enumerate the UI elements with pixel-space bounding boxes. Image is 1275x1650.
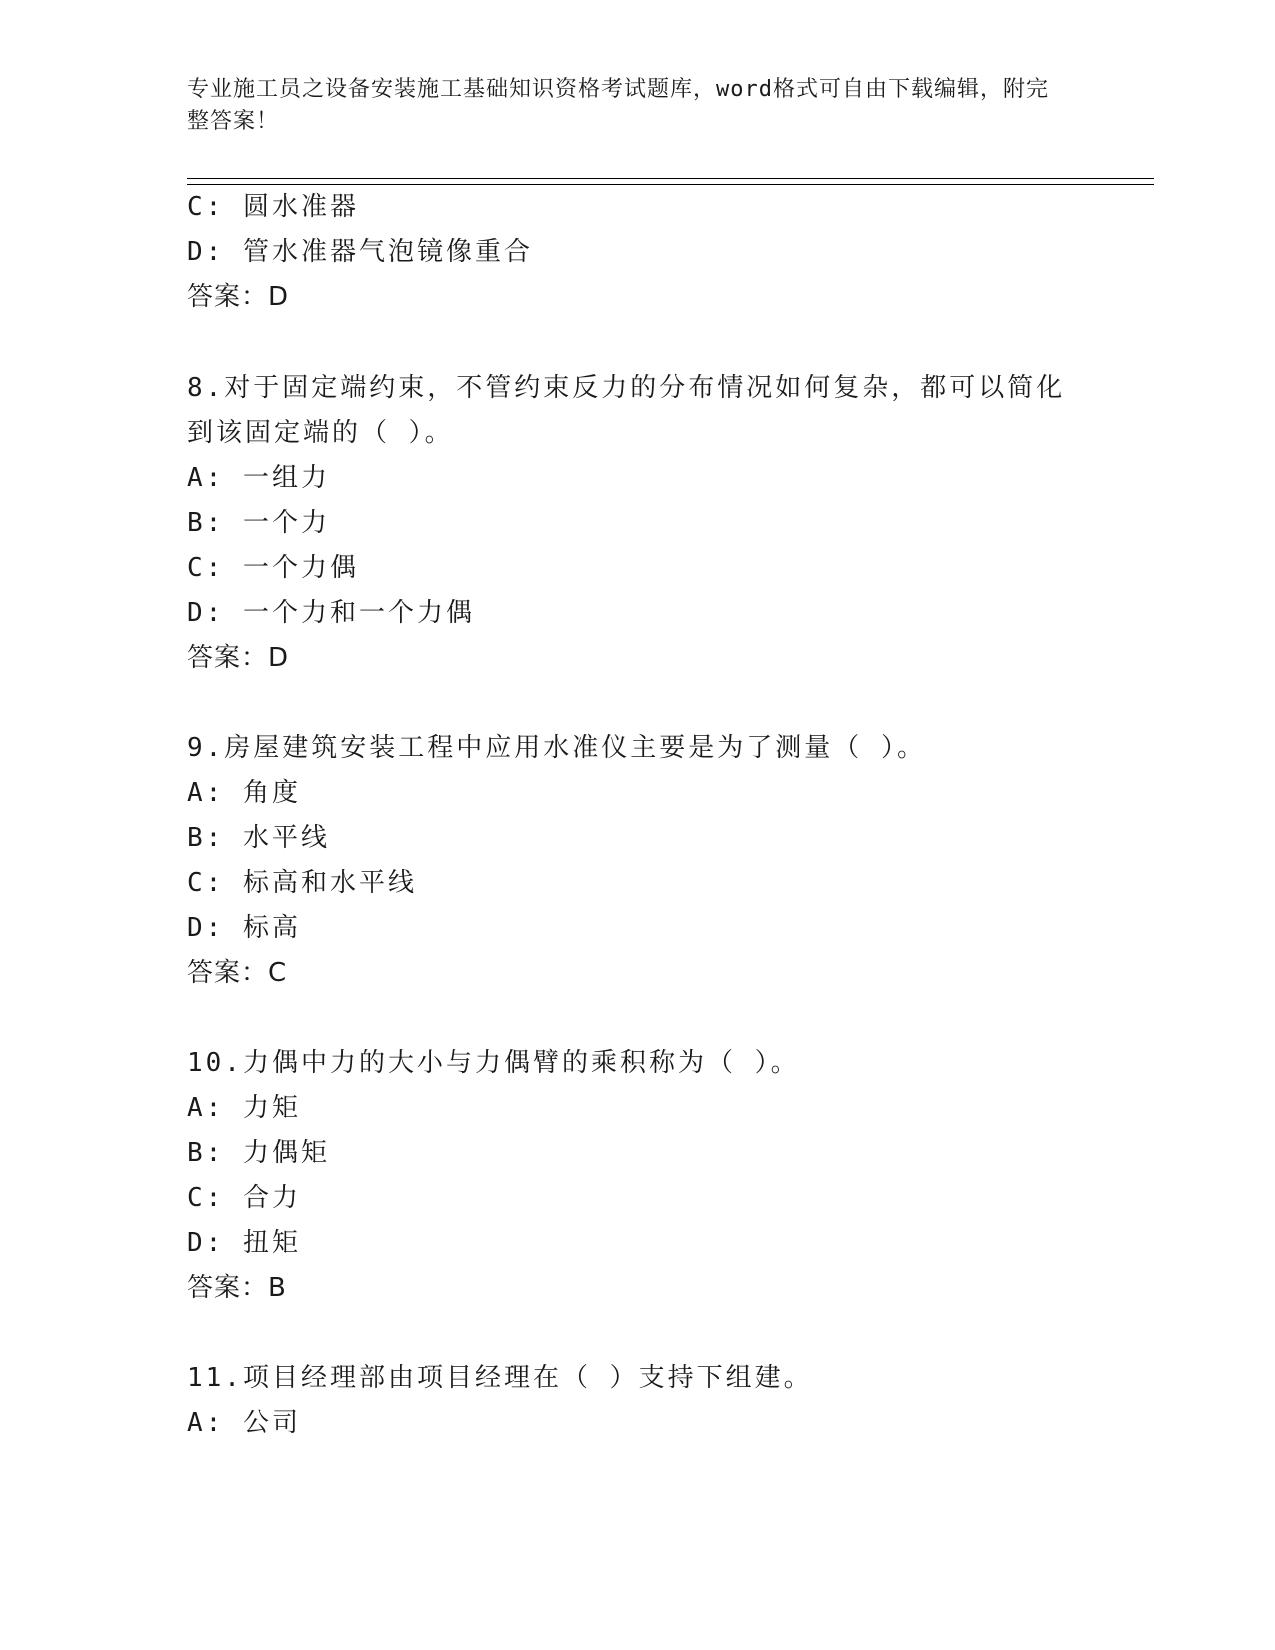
option-line: A: 角度	[187, 778, 301, 808]
option-line: C: 标高和水平线	[187, 868, 417, 898]
option-line: A: 力矩	[187, 1093, 301, 1123]
option-line: D: 扭矩	[187, 1228, 301, 1258]
option-line: B: 水平线	[187, 823, 330, 853]
question-line: 8.对于固定端约束，不管约束反力的分布情况如何复杂，都可以简化	[187, 373, 1066, 403]
option-line: A: 公司	[187, 1408, 301, 1438]
answer-line: 答案：D	[187, 282, 290, 312]
question-line: 10.力偶中力的大小与力偶臂的乘积称为（ ）。	[187, 1048, 800, 1078]
document-header: 专业施工员之设备安装施工基础知识资格考试题库，word格式可自由下载编辑，附完整答案！	[187, 77, 1049, 134]
option-line: A: 一组力	[187, 463, 330, 493]
answer-line: 答案：C	[187, 958, 288, 988]
option-line: D: 标高	[187, 913, 301, 943]
question-line: 11.项目经理部由项目经理在（ ）支持下组建。	[187, 1363, 813, 1393]
question-line: 9.房屋建筑安装工程中应用水准仪主要是为了测量（ ）。	[187, 733, 926, 763]
option-line: D: 管水准器气泡镜像重合	[187, 237, 533, 267]
option-line: B: 一个力	[187, 508, 330, 538]
header-divider-bottom	[187, 184, 1154, 185]
option-line: B: 力偶矩	[187, 1138, 330, 1168]
option-line: C: 一个力偶	[187, 553, 359, 583]
answer-line: 答案：B	[187, 1273, 287, 1303]
question-line: 到该固定端的（ ）。	[187, 418, 454, 448]
option-line: C: 合力	[187, 1183, 301, 1213]
answer-line: 答案：D	[187, 643, 290, 673]
header-divider-top	[187, 178, 1154, 179]
option-line: C: 圆水准器	[187, 192, 359, 222]
option-line: D: 一个力和一个力偶	[187, 598, 475, 628]
